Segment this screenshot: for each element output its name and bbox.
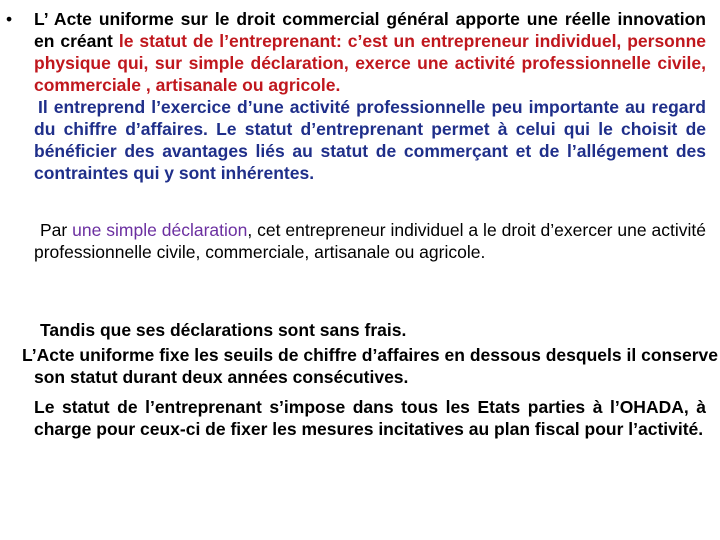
bullet-icon: • [6, 9, 13, 29]
declaration-text-start: Par [40, 220, 73, 240]
intro-paragraph [34, 8, 706, 96]
ohada-text: Le statut de l’entreprenant s’impose dans tous les Etats parties à l’OHADA, à charge pour ceux-ci de fixer les mesures incitatives au plan fiscal pour l’activité. [34, 397, 706, 439]
intro-text: L’ Acte uniforme sur le droit commercial général apporte une réelle innovation en créant [34, 9, 706, 51]
thresholds-paragraph [22, 344, 718, 388]
declaration-paragraph [34, 219, 706, 263]
declaration-text-end: , cet entrepreneur individuel a le droit d’exercer une activité professionnelle civile, commerciale, artisanale ou agricole. [34, 220, 707, 262]
simple-declaration-highlight: une simple déclaration [72, 220, 248, 240]
ohada-paragraph [34, 396, 706, 440]
fees-line [40, 319, 700, 341]
activity-text: Il entreprend l’exercice d’une activité professionnelle peu importante au regard du chiffre d’affaires. Le statut d’entreprenant permet à celui qui le choisit de bénéficier des avantages liés au statut de commerçant et de l’allégement des contraintes qui y sont inhérentes. [34, 97, 706, 183]
entreprenant-definition: le statut de l’entreprenant: c’est un entrepreneur individuel, personne physique qui, sur simple déclaration, exerce une activité professionnelle civile, commerciale , artisanale ou agricole. [34, 31, 706, 95]
activity-paragraph [34, 96, 706, 184]
thresholds-text: L’Acte uniforme fixe les seuils de chiffre d’affaires en dessous desquels il conserve son statut durant deux années consécutives. [22, 345, 718, 387]
fees-text: Tandis que ses déclarations sont sans frais. [40, 320, 407, 340]
